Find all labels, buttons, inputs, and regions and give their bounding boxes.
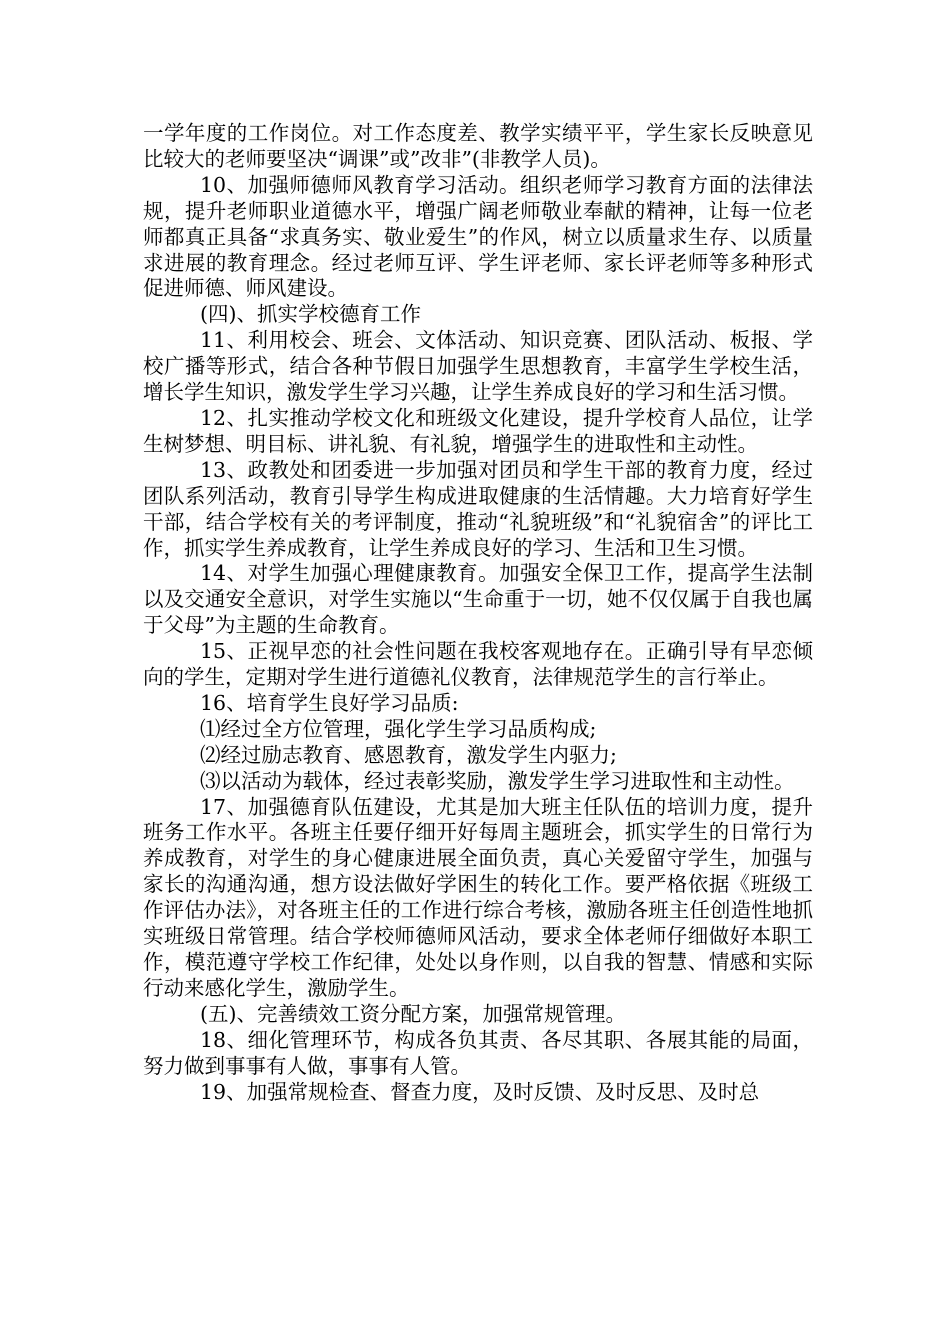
section-heading-4: (四)、抓实学校德育工作 xyxy=(200,302,421,327)
paragraph-item-17: 17、加强德育队伍建设，尤其是加大班主任队伍的培训力度，提升班务工作水平。各班主任要仔细开好每周主题班会，抓实学生的日常行为养成教育，对学生的身心健康进展全面负责，真心关爱留守学生，加强与家长的沟通沟通，想方设法做好学困生的转化工作。要严格依据《班级工作评估办法》，对各班主任的工作进行综合考核，激励各班主任创造性地抓实班级日常管理。结合学校师德师风活动，要求全体老师仔细做好本职工作，模范遵守学校工作纪律，处处以身作则，以自我的智慧、情感和实际行动来感化学生，激励学生。 xyxy=(143,794,813,1000)
section-heading-5: (五)、完善绩效工资分配方案，加强常规管理。 xyxy=(200,1001,626,1026)
paragraph-item-18: 18、细化管理环节，构成各负其责、各尽其职、各展其能的局面，努力做到事事有人做，事事有人管。 xyxy=(143,1027,813,1078)
paragraph-item-13: 13、政教处和团委进一步加强对团员和学生干部的教育力度，经过团队系列活动，教育引导学生构成进取健康的生活情趣。大力培育好学生干部，结合学校有关的考评制度，推动“礼貌班级”和“礼貌宿舍”的评比工作，抓实学生养成教育，让学生养成良好的学习、生活和卫生习惯。 xyxy=(143,457,813,560)
list-item-16-1: ⑴经过全方位管理，强化学生学习品质构成; xyxy=(200,716,597,741)
paragraph-item-15: 15、正视早恋的社会性问题在我校客观地存在。正确引导有早恋倾向的学生，定期对学生进行道德礼仪教育，法律规范学生的言行举止。 xyxy=(143,639,813,690)
paragraph-item-19: 19、加强常规检查、督查力度，及时反馈、及时反思、及时总 xyxy=(200,1079,760,1104)
list-item-16-2: ⑵经过励志教育、感恩教育，激发学生内驱力; xyxy=(200,742,617,767)
list-item-16-3: ⑶以活动为载体，经过表彰奖励，激发学生学习进取性和主动性。 xyxy=(200,768,795,793)
paragraph-item-12: 12、扎实推动学校文化和班级文化建设，提升学校育人品位，让学生树梦想、明目标、讲礼貌、有礼貌，增强学生的进取性和主动性。 xyxy=(143,405,813,456)
document-body xyxy=(143,121,813,1105)
paragraph-item-16: 16、培育学生良好学习品质: xyxy=(200,690,459,715)
paragraph-item-14: 14、对学生加强心理健康教育。加强安全保卫工作，提高学生法制以及交通安全意识，对学生实施以“生命重于一切，她不仅仅属于自我也属于父母”为主题的生命教育。 xyxy=(143,561,813,638)
paragraph-continuation: 一学年度的工作岗位。对工作态度差、教学实绩平平，学生家长反映意见比较大的老师要坚决“调课”或”改非”(非教学人员)。 xyxy=(143,121,813,171)
paragraph-item-11: 11、利用校会、班会、文体活动、知识竞赛、团队活动、板报、学校广播等形式，结合各种节假日加强学生思想教育，丰富学生学校生活，增长学生知识，激发学生学习兴趣，让学生养成良好的学习和生活习惯。 xyxy=(143,328,813,405)
paragraph-item-10: 10、加强师德师风教育学习活动。组织老师学习教育方面的法律法规，提升老师职业道德水平，增强广阔老师敬业奉献的精神，让每一位老师都真正具备“求真务实、敬业爱生”的作风，树立以质量求生存、以质量求进展的教育理念。经过老师互评、学生评老师、家长评老师等多种形式促进师德、师风建设。 xyxy=(143,172,813,301)
